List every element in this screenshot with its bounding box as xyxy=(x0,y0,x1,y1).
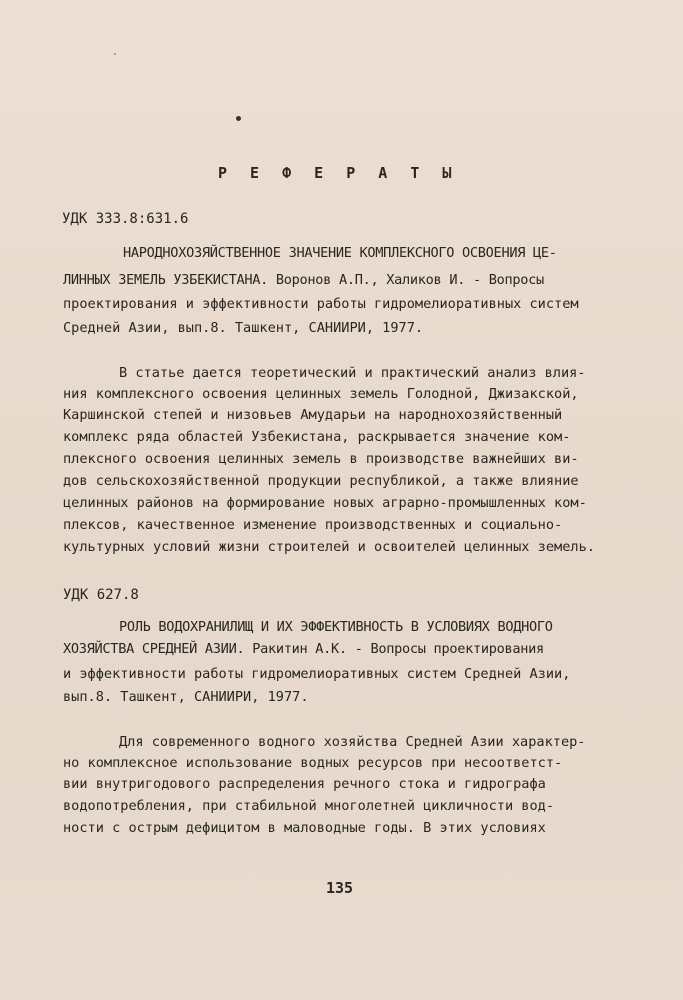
abstract-body-line: Каршинской степей и низовьев Амударьи на народнохозяйственный xyxy=(63,407,563,423)
page-heading: Р Е Ф Е Р А Т Ы xyxy=(218,164,459,182)
abstract-body-line: но комплексное использование водных ресурсов при несоответст- xyxy=(63,755,563,771)
abstract-body-line: культурных условий жизни строителей и освоителей целинных земель. xyxy=(63,539,595,555)
abstract-title-line: Средней Азии, вып.8. Ташкент, САНИИРИ, 1977. xyxy=(63,320,424,336)
abstract-title-line: РОЛЬ ВОДОХРАНИЛИЩ И ИХ ЭФФЕКТИВНОСТЬ В УСЛОВИЯХ ВОДНОГО xyxy=(119,619,553,635)
abstract-body-line: ности с острым дефицитом в маловодные годы. В этих условиях xyxy=(63,820,546,836)
ink-speck xyxy=(114,53,116,55)
page-number: 135 xyxy=(326,879,354,897)
abstract-body-line: Для современного водного хозяйства Средней Азии характер- xyxy=(119,734,586,750)
udk-code: УДК 333.8:631.6 xyxy=(62,211,189,227)
abstract-body-line: дов сельскохозяйственной продукции республикой, а также влияние xyxy=(63,473,579,489)
abstract-body-line: плексного освоения целинных земель в производстве важнейших ви- xyxy=(63,451,579,467)
abstract-title-line: ЛИННЫХ ЗЕМЕЛЬ УЗБЕКИСТАНА. Воронов А.П., Халиков И. - Вопросы xyxy=(63,272,544,288)
abstract-body-line: комплекс ряда областей Узбекистана, раскрывается значение ком- xyxy=(63,429,571,445)
udk-code: УДК 627.8 xyxy=(63,587,139,603)
abstract-title-line: ХОЗЯЙСТВА СРЕДНЕЙ АЗИИ. Ракитин А.К. - Вопросы проектирования xyxy=(63,641,544,657)
abstract-title-line: и эффективности работы гидромелиоративных систем Средней Азии, xyxy=(63,666,571,682)
abstract-body-line: целинных районов на формирование новых аграрно-промышленных ком- xyxy=(63,495,587,511)
abstract-body-line: плексов, качественное изменение производственных и социально- xyxy=(63,517,563,533)
abstract-body-line: В статье дается теоретический и практический анализ влия- xyxy=(119,365,586,381)
ink-speck xyxy=(236,116,241,121)
abstract-title-line: вып.8. Ташкент, САНИИРИ, 1977. xyxy=(63,689,309,705)
abstract-body-line: ния комплексного освоения целинных земель Голодной, Джизакской, xyxy=(63,386,579,402)
abstract-title-line: НАРОДНОХОЗЯЙСТВЕННОЕ ЗНАЧЕНИЕ КОМПЛЕКСНОГО ОСВОЕНИЯ ЦЕ- xyxy=(123,245,557,261)
abstract-body-line: водопотребления, при стабильной многолетней цикличности вод- xyxy=(63,798,555,814)
abstract-title-line: проектирования и эффективности работы гидромелиоративных систем xyxy=(63,296,579,312)
abstract-body-line: вии внутригодового распределения речного стока и гидрографа xyxy=(63,776,546,792)
